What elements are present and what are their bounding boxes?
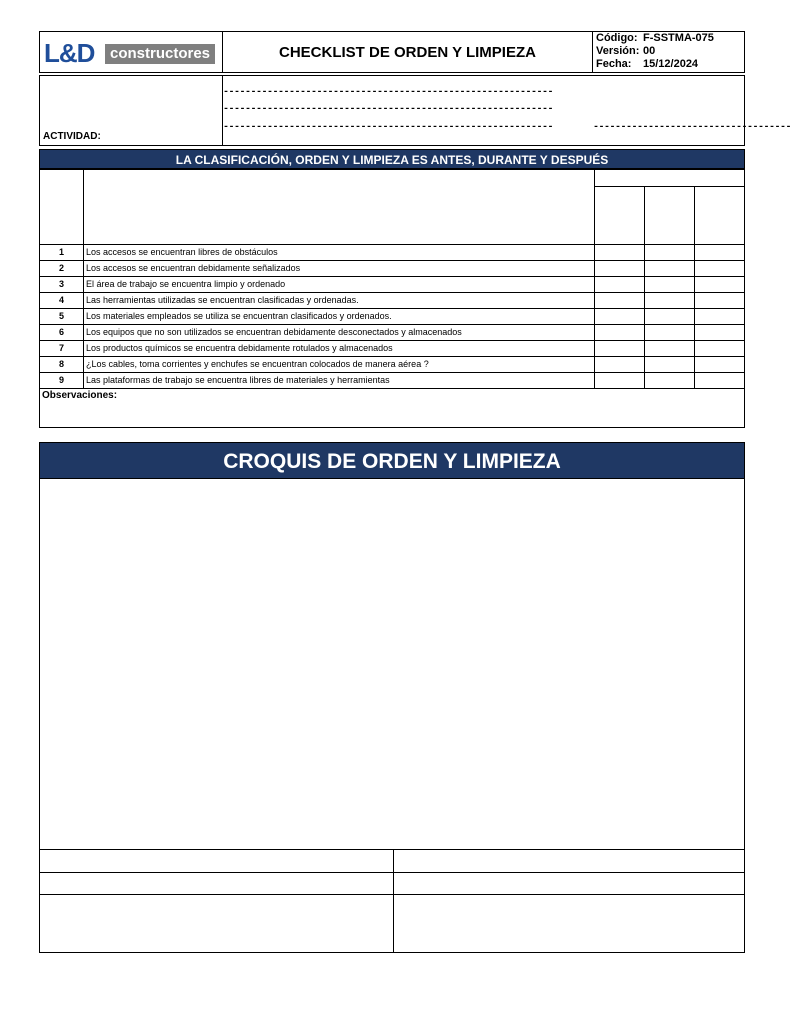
row-check-3[interactable] xyxy=(694,372,745,389)
row-check-1[interactable] xyxy=(594,308,645,325)
row-check-3[interactable] xyxy=(694,308,745,325)
row-number: 9 xyxy=(39,372,84,389)
row-check-3[interactable] xyxy=(694,324,745,341)
croquis-drawing-area[interactable] xyxy=(39,478,745,850)
row-check-1[interactable] xyxy=(594,356,645,373)
meta-version-label: Versión: xyxy=(596,45,640,57)
row-check-3[interactable] xyxy=(694,260,745,277)
row-text: ¿Los cables, toma corrientes y enchufes se encuentran colocados de manera aérea ? xyxy=(83,356,595,373)
meta-date-label: Fecha: xyxy=(596,58,632,70)
row-check-1[interactable] xyxy=(594,244,645,261)
activity-line-4: ------------------------------------ xyxy=(593,122,791,133)
logo-initials: L&D xyxy=(44,38,95,68)
observations-label: Observaciones: xyxy=(42,390,118,401)
document-title-text: CHECKLIST DE ORDEN Y LIMPIEZA xyxy=(279,43,536,61)
activity-label: ACTIVIDAD: xyxy=(43,131,101,142)
activity-line-3: ------------------------------------------------------------ xyxy=(223,122,554,133)
row-check-2[interactable] xyxy=(644,276,695,293)
row-number: 5 xyxy=(39,308,84,325)
checklist-header xyxy=(39,149,745,169)
row-number: 2 xyxy=(39,260,84,277)
row-text: Los productos químicos se encuentra debidamente rotulados y almacenados xyxy=(83,340,595,357)
row-check-2[interactable] xyxy=(644,244,695,261)
row-check-1[interactable] xyxy=(594,260,645,277)
row-text: Las herramientas utilizadas se encuentran clasificadas y ordenadas. xyxy=(83,292,595,309)
row-number: 6 xyxy=(39,324,84,341)
croquis-title: CROQUIS DE ORDEN Y LIMPIEZA xyxy=(223,450,561,473)
row-text: Los accesos se encuentran debidamente señalizados xyxy=(83,260,595,277)
activity-line-2: ------------------------------------------------------------ xyxy=(223,104,554,115)
row-check-1[interactable] xyxy=(594,372,645,389)
meta-code-label: Código: xyxy=(596,32,638,44)
document-title xyxy=(222,31,593,73)
activity-field[interactable] xyxy=(222,75,791,146)
signature-cell-right-2[interactable] xyxy=(393,872,745,895)
signature-cell-left-3[interactable] xyxy=(39,894,394,953)
row-text: Las plataformas de trabajo se encuentra libres de materiales y herramientas xyxy=(83,372,595,389)
row-check-2[interactable] xyxy=(644,356,695,373)
row-text: El área de trabajo se encuentra limpio y ordenado xyxy=(83,276,595,293)
row-check-2[interactable] xyxy=(644,308,695,325)
row-check-1[interactable] xyxy=(594,324,645,341)
meta-code-value: F-SSTMA-075 xyxy=(643,32,714,44)
row-check-3[interactable] xyxy=(694,340,745,357)
row-text: Los equipos que no son utilizados se encuentran debidamente desconectados y almacenados xyxy=(83,324,595,341)
document-meta xyxy=(592,31,745,73)
croquis-header xyxy=(39,442,745,479)
row-check-3[interactable] xyxy=(694,356,745,373)
signature-cell-left-2[interactable] xyxy=(39,872,394,895)
row-check-1[interactable] xyxy=(594,276,645,293)
meta-version xyxy=(596,45,744,58)
row-check-2[interactable] xyxy=(644,324,695,341)
activity-line-1: ------------------------------------------------------------ xyxy=(223,87,554,98)
meta-code xyxy=(596,32,744,45)
row-text: Los materiales empleados se utiliza se encuentran clasificados y ordenados. xyxy=(83,308,595,325)
row-check-2[interactable] xyxy=(644,292,695,309)
row-check-2[interactable] xyxy=(644,340,695,357)
rating-column-header-2 xyxy=(644,186,695,245)
logo-subtitle: constructores xyxy=(105,44,215,64)
row-number: 4 xyxy=(39,292,84,309)
observations-field[interactable] xyxy=(39,388,745,428)
row-check-2[interactable] xyxy=(644,372,695,389)
rating-group-header xyxy=(594,169,745,187)
meta-date xyxy=(596,58,744,71)
rating-column-header-1 xyxy=(594,186,645,245)
signature-cell-left-1[interactable] xyxy=(39,849,394,873)
signature-cell-right-1[interactable] xyxy=(393,849,745,873)
signature-cell-right-3[interactable] xyxy=(393,894,745,953)
row-text: Los accesos se encuentran libres de obstáculos xyxy=(83,244,595,261)
num-column-header xyxy=(39,169,84,245)
row-check-1[interactable] xyxy=(594,292,645,309)
checklist-header-text: LA CLASIFICACIÓN, ORDEN Y LIMPIEZA ES ANTES, DURANTE Y DESPUÉS xyxy=(175,153,609,167)
row-number: 3 xyxy=(39,276,84,293)
meta-version-value: 00 xyxy=(643,45,656,57)
company-logo xyxy=(39,31,223,73)
row-check-3[interactable] xyxy=(694,292,745,309)
row-number: 8 xyxy=(39,356,84,373)
row-check-3[interactable] xyxy=(694,244,745,261)
activity-label-cell xyxy=(39,75,223,146)
row-number: 7 xyxy=(39,340,84,357)
item-column-header xyxy=(83,169,595,245)
row-check-1[interactable] xyxy=(594,340,645,357)
row-number: 1 xyxy=(39,244,84,261)
row-check-3[interactable] xyxy=(694,276,745,293)
rating-column-header-3 xyxy=(694,186,745,245)
meta-date-value: 15/12/2024 xyxy=(643,58,699,70)
row-check-2[interactable] xyxy=(644,260,695,277)
